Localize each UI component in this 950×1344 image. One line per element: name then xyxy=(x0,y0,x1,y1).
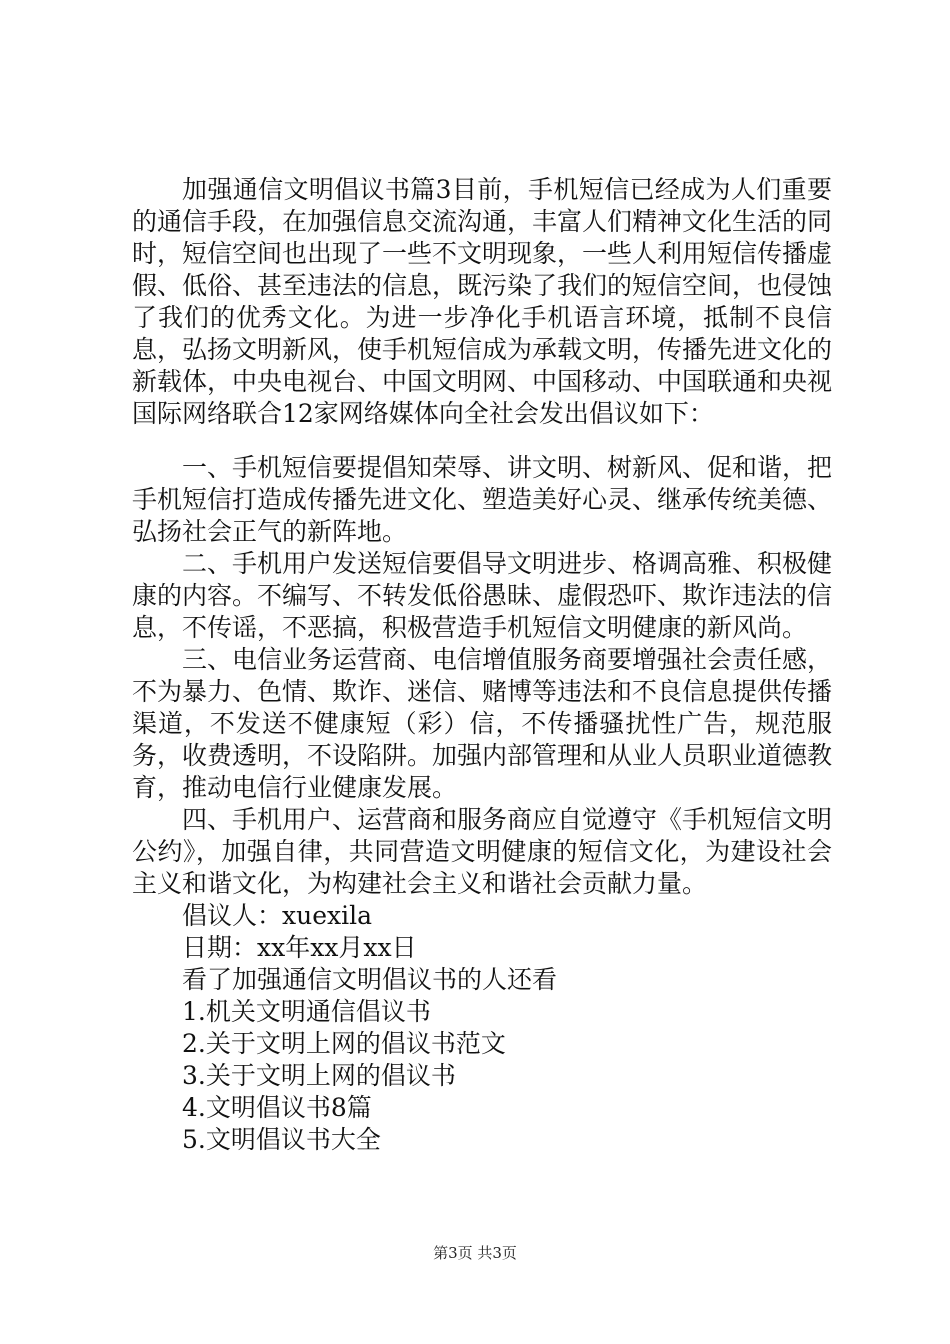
related-link-1[interactable]: 1.机关文明通信倡议书 xyxy=(182,997,431,1026)
page-number-footer: 第3页 共3页 xyxy=(433,1244,517,1262)
proposer-line: 倡议人：xuexila xyxy=(182,901,372,930)
document-body xyxy=(132,174,832,1156)
proposal-item-4: 四、手机用户、运营商和服务商应自觉遵守《手机短信文明公约》，加强自律，共同营造文明健康的短信文化，为建设社会主义和谐文化，为构建社会主义和谐社会贡献力量。 xyxy=(132,805,833,898)
related-link-4[interactable]: 4.文明倡议书8篇 xyxy=(182,1093,372,1122)
intro-paragraph: 加强通信文明倡议书篇3目前，手机短信已经成为人们重要的通信手段，在加强信息交流沟通，丰富人们精神文化生活的同时，短信空间也出现了一些不文明现象，一些人利用短信传播虚假、低俗、甚至违法的信息，既污染了我们的短信空间，也侵蚀了我们的优秀文化。为进一步净化手机语言环境，抵制不良信息，弘扬文明新风，使手机短信成为承载文明，传播先进文化的新载体，中央电视台、中国文明网、中国移动、中国联通和央视国际网络联合12家网络媒体向全社会发出倡议如下： xyxy=(132,175,833,428)
related-link-2[interactable]: 2.关于文明上网的倡议书范文 xyxy=(182,1029,506,1058)
paragraph-spacer xyxy=(132,430,832,452)
proposal-item-1: 一、手机短信要提倡知荣辱、讲文明、树新风、促和谐，把手机短信打造成传播先进文化、塑造美好心灵、继承传统美德、弘扬社会正气的新阵地。 xyxy=(132,453,833,546)
related-link-3[interactable]: 3.关于文明上网的倡议书 xyxy=(182,1061,456,1090)
proposal-item-3: 三、电信业务运营商、电信增值服务商要增强社会责任感，不为暴力、色情、欺诈、迷信、赌博等违法和不良信息提供传播渠道，不发送不健康短（彩）信，不传播骚扰性广告，规范服务，收费透明，不设陷阱。加强内部管理和从业人员职业道德教育，推动电信行业健康发展。 xyxy=(132,645,833,802)
date-line: 日期：xx年xx月xx日 xyxy=(182,933,417,962)
related-link-5[interactable]: 5.文明倡议书大全 xyxy=(182,1125,381,1154)
related-heading: 看了加强通信文明倡议书的人还看 xyxy=(182,965,558,994)
proposal-item-2: 二、手机用户发送短信要倡导文明进步、格调高雅、积极健康的内容。不编写、不转发低俗愚昧、虚假恐吓、欺诈违法的信息，不传谣，不恶搞，积极营造手机短信文明健康的新风尚。 xyxy=(132,549,833,642)
